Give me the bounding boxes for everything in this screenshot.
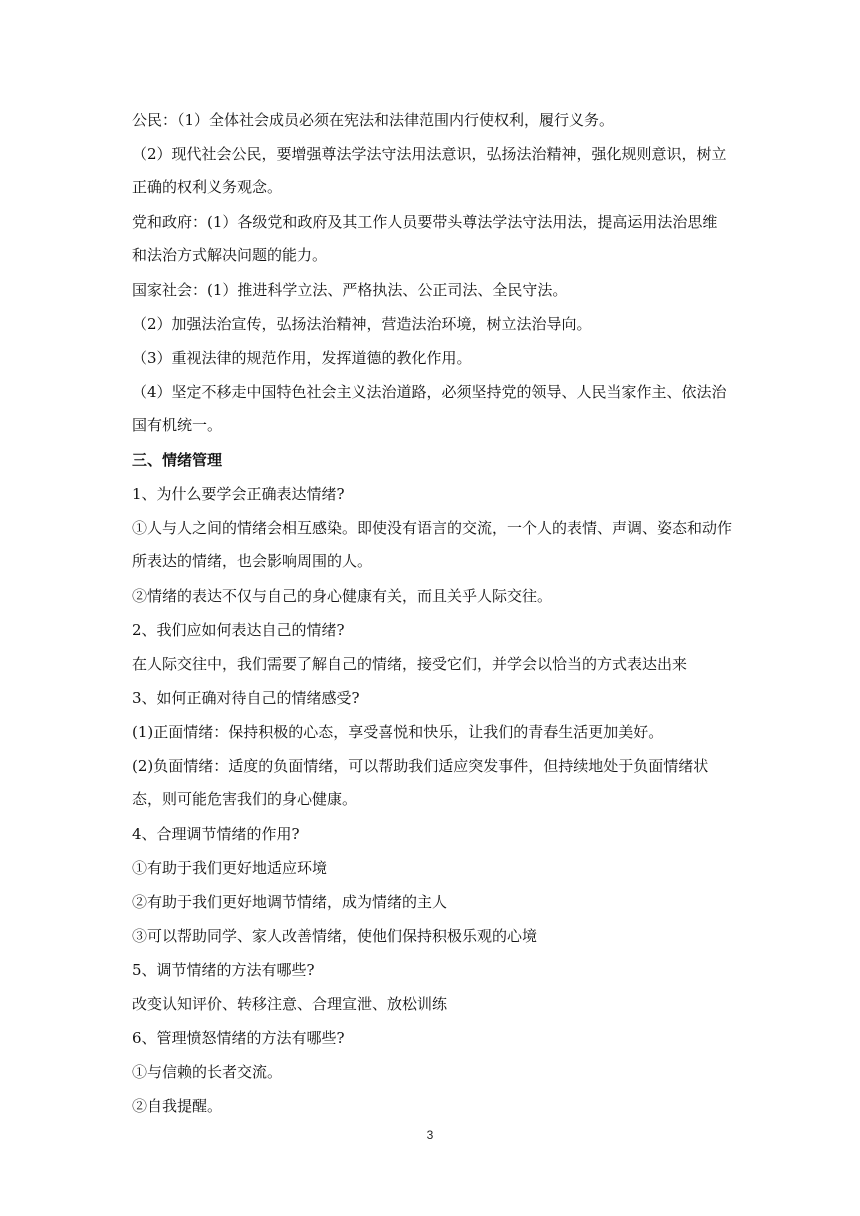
paragraph-party-government: 党和政府：(1）各级党和政府及其工作人员要带头尊法学法守法用法，提高运用法治思维和法治方式解决问题的能力。 [132,213,718,264]
answer-1-point-2: ②情绪的表达不仅与自己的身心健康有关，而且关乎人际交往。 [132,587,553,605]
answer-6-point-2: ②自我提醒。 [132,1097,223,1115]
section-heading-emotion-management: 三、情绪管理 [132,451,223,469]
question-2: 2、我们应如何表达自己的情绪? [132,621,345,639]
paragraph-citizen-1: 公民：（1）全体社会成员必须在宪法和法律范围内行使权利，履行义务。 [132,111,615,129]
paragraph-state-society-1: 国家社会：(1）推进科学立法、严格执法、公正司法、全民守法。 [132,281,568,299]
paragraph-state-society-3: （3）重视法律的规范作用，发挥道德的教化作用。 [132,349,472,367]
answer-4-point-3: ③可以帮助同学、家人改善情绪，使他们保持积极乐观的心境 [132,927,538,945]
question-1: 1、为什么要学会正确表达情绪? [132,485,345,503]
paragraph-state-society-2: （2）加强法治宣传，弘扬法治精神，营造法治环境，树立法治导向。 [132,315,592,333]
question-5: 5、调节情绪的方法有哪些? [132,961,315,979]
question-6: 6、管理愤怒情绪的方法有哪些? [132,1029,345,1047]
answer-2: 在人际交往中，我们需要了解自己的情绪，接受它们，并学会以恰当的方式表达出来 [132,655,688,673]
page-number: 3 [426,1128,434,1142]
answer-4-point-2: ②有助于我们更好地调节情绪，成为情绪的主人 [132,893,448,911]
answer-3-positive: (1)正面情绪：保持积极的心态，享受喜悦和快乐，让我们的青春生活更加美好。 [132,723,664,741]
question-3: 3、如何正确对待自己的情绪感受? [132,689,360,707]
paragraph-state-society-4: （4）坚定不移走中国特色社会主义法治道路，必须坚持党的领导、人民当家作主、依法治国有机统一。 [132,383,727,434]
answer-4-point-1: ①有助于我们更好地适应环境 [132,859,328,877]
answer-5: 改变认知评价、转移注意、合理宣泄、放松训练 [132,995,448,1013]
paragraph-citizen-2: （2）现代社会公民，要增强尊法学法守法用法意识，弘扬法治精神，强化规则意识，树立正确的权利义务观念。 [132,145,727,196]
answer-1-point-1: ①人与人之间的情绪会相互感染。即使没有语言的交流，一个人的表情、声调、姿态和动作所表达的情绪，也会影响周围的人。 [132,519,733,570]
answer-6-point-1: ①与信赖的长者交流。 [132,1063,283,1081]
question-4: 4、合理调节情绪的作用? [132,825,300,843]
answer-3-negative: (2)负面情绪：适度的负面情绪，可以帮助我们适应突发事件，但持续地处于负面情绪状态，则可能危害我们的身心健康。 [132,757,709,808]
